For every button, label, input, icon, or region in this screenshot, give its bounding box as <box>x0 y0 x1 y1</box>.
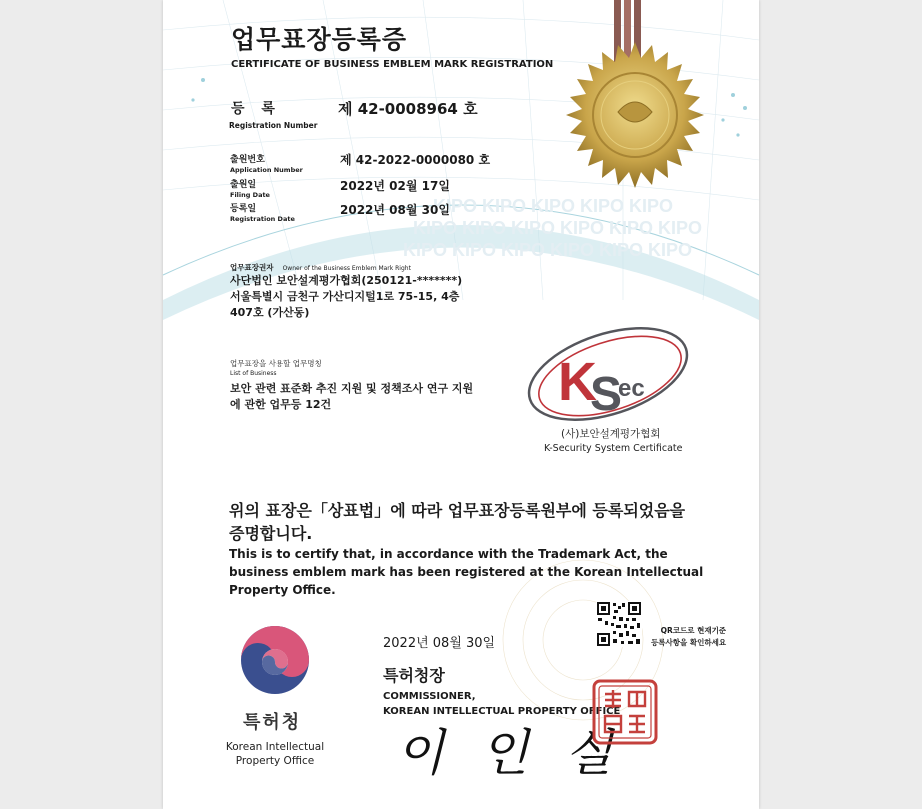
ksec-name-en: K-Security System Certificate <box>544 443 683 454</box>
application-label-ko: 출원번호 <box>230 155 265 165</box>
owner-name: 사단법인 보안설계평가협회(250121-*******) <box>230 274 463 287</box>
commissioner-title-ko: 특허청장 <box>383 666 445 685</box>
ksec-emblem <box>520 318 695 428</box>
certification-statement-ko: 위의 표장은「상표법」에 따라 업무표장등록원부에 등록되었음을 증명합니다. <box>229 501 686 543</box>
owner-label <box>230 255 411 274</box>
certificate-title-ko: 업무표장등록증 <box>231 25 408 54</box>
kipo-name-ko: 특허청 <box>243 712 302 733</box>
owner-label-en: Owner of the Business Emblem Mark Right <box>282 265 411 272</box>
business-label-en: List of Business <box>230 370 277 377</box>
business-line1: 보안 관련 표준화 추진 지원 및 정책조사 연구 지원 <box>230 382 474 395</box>
commissioner-en-line1: COMMISSIONER, <box>383 691 476 702</box>
ksec-name-ko: (사)보안설계평가협회 <box>561 428 661 440</box>
gold-seal <box>560 40 710 190</box>
reg-date-label-ko: 등록일 <box>230 204 257 214</box>
reg-date-label-en: Registration Date <box>230 215 295 223</box>
qr-note-line2: 등록사항을 확인하세요 <box>651 638 727 647</box>
commissioner-en-line2: KOREAN INTELLECTUAL PROPERTY OFFICE <box>383 706 621 717</box>
registration-number: 제 42-0008964 호 <box>338 100 478 118</box>
qr-code[interactable] <box>596 601 642 647</box>
kipo-name-en: Korean Intellectual Property Office <box>225 741 325 767</box>
owner-address-line1: 서울특별시 금천구 가산디지털1로 75-15, 4층 <box>230 290 460 303</box>
issue-date: 2022년 08월 30일 <box>383 636 496 651</box>
signature <box>388 712 623 782</box>
ksec-letter-s: S <box>590 368 623 421</box>
certificate-page <box>163 0 759 809</box>
svg-text:KIPO KIPO KIPO KIPO KIPO KIPO: KIPO KIPO KIPO KIPO KIPO KIPO <box>413 218 703 238</box>
owner-address-line2: 407호 (가산동) <box>230 306 310 319</box>
business-block <box>230 381 473 413</box>
certification-statement-en: This is to certify that, in accordance with the Trademark Act, the business emblem mark has been registered at the Korean Intellectual Property Office. <box>229 547 704 597</box>
business-line2: 에 관한 업무등 12건 <box>230 398 332 411</box>
owner-block <box>230 273 462 321</box>
registration-label-en: Registration Number <box>229 121 318 130</box>
ksec-letters-ec: ec <box>618 375 645 402</box>
application-number: 제 42-2022-0000080 호 <box>340 153 491 167</box>
filing-label-ko: 출원일 <box>230 180 257 190</box>
svg-text:KIPO KIPO KIPO KIPO KIPO KIPO: KIPO KIPO KIPO KIPO KIPO KIPO <box>403 240 693 260</box>
commissioner-stamp <box>591 678 659 746</box>
registration-date: 2022년 08월 30일 <box>340 203 450 217</box>
registration-label-ko: 등 록 <box>231 101 281 117</box>
kipo-logo <box>237 622 313 698</box>
qr-note-line1: QR코드로 현재기준 <box>660 626 727 635</box>
filing-label-en: Filing Date <box>230 191 270 199</box>
qr-note <box>651 625 726 649</box>
svg-text:KIPO KIPO KIPO KIPO KIPO: KIPO KIPO KIPO KIPO KIPO <box>433 196 674 216</box>
owner-label-ko: 업무표장권자 <box>230 263 274 272</box>
signature-text: 이 인 실 <box>396 724 623 782</box>
application-label-en: Application Number <box>230 166 303 174</box>
certificate-title-en: CERTIFICATE OF BUSINESS EMBLEM MARK REGISTRATION <box>231 59 554 70</box>
filing-date: 2022년 02월 17일 <box>340 179 450 193</box>
business-label-ko: 업무표장을 사용할 업무명칭 <box>230 359 322 368</box>
ksec-letter-k: K <box>558 352 597 412</box>
